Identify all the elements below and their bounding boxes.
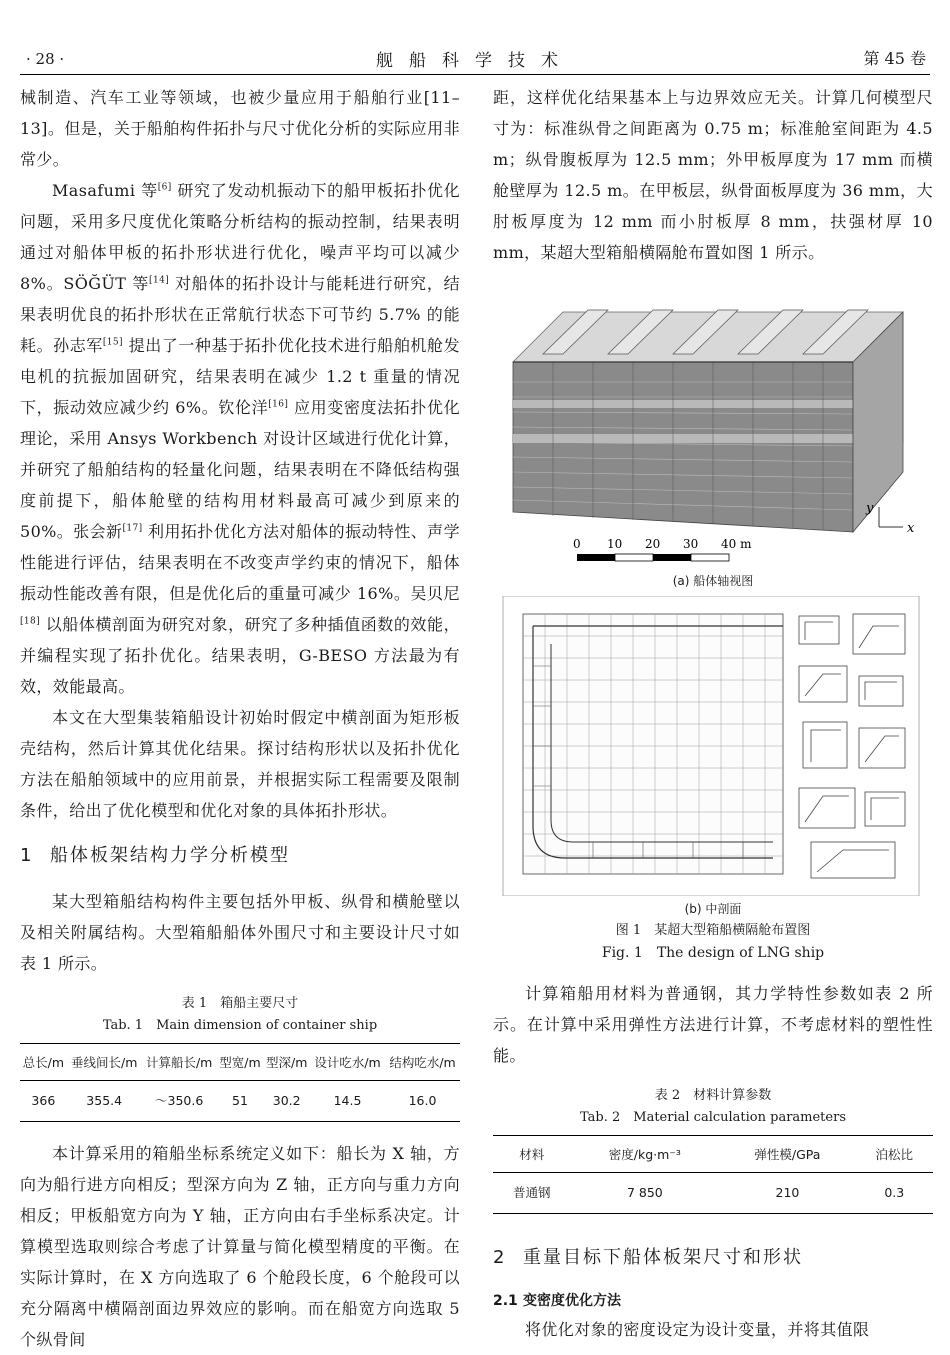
- table-cell: 355.4: [67, 1081, 142, 1122]
- svg-text:0: 0: [573, 537, 581, 551]
- paragraph-coordinate-system: 本计算采用的箱船坐标系统定义如下：船长为 X 轴，方向为船行进方向相反；型深方向为 Z 轴，正方向与重力方向相反；甲板船宽方向为 Y 轴，正方向由右手坐标系决定。计算模型选取则综合考虑了计算量与简化模型精度的平衡。在实际计算时，在 X 方向选取了 6 个舱段长度，6 个舱段可以充分隔离中横隔剖面边界效应的影响。而在船宽方向选取 5 个纵骨间: [20, 1144, 460, 1349]
- left-column: [20, 82, 460, 1355]
- paragraph-material: 计算箱船用材料为普通钢，其力学特性参数如表 2 所示。在计算中采用弹性方法进行计算，不考虑材料的塑性性能。: [493, 984, 933, 1065]
- table-1-caption-en: Tab. 1 Main dimension of container ship: [102, 1018, 378, 1033]
- citation-14: [14]: [149, 275, 170, 286]
- svg-text:20: 20: [645, 537, 661, 551]
- svg-text:10: 10: [607, 537, 623, 551]
- figure-1a: [493, 282, 933, 588]
- figure-1-caption-cn: 图 1 某超大型箱船横隔舱布置图: [615, 923, 811, 938]
- citation-16: [16]: [268, 399, 289, 410]
- table-header-cell: 总长/m: [20, 1044, 67, 1081]
- table-cell: 14.5: [310, 1081, 385, 1122]
- citation-18: [18]: [20, 616, 41, 627]
- table-header-row: [20, 1044, 460, 1081]
- table-2-caption-en: Tab. 2 Material calculation parameters: [580, 1110, 846, 1125]
- header-rule: [20, 74, 930, 75]
- table-cell: 51: [217, 1081, 264, 1122]
- page-header: [0, 0, 950, 72]
- paragraph-geometry: 距，这样优化结果基本上与边界效应无关。计算几何模型尺寸为：标准纵骨之间距离为 0.75 m；标准舱室间距为 4.5 m；纵骨腹板厚为 12.5 mm；外甲板厚度为 17 mm 而横舱壁厚为 12.5 m。在甲板层，纵骨面板厚度为 36 mm，大肘板厚度为 12 mm 而小肘板厚 8 mm，扶强材厚 10 mm，某超大型箱船横隔舱布置如图 1 所示。: [493, 88, 933, 262]
- table-row: [20, 1081, 460, 1122]
- paragraph-literature-review: Masafumi 等[6] 研究了发动机振动下的船甲板拓扑优化问题，采用多尺度优化策略分析结构的振动控制，结果表明通过对船体甲板的拓扑形状进行优化，噪声平均可以减少 8%。SÖĞÜT 等[14] 对船体的拓扑设计与能耗进行研究，结果表明优良的拓扑形状在正常航行状态下可节约 5.7% 的能耗。孙志军[15] 提出了一种基于拓扑优化技术进行船舶机舱发电机的抗振加固研究，结果表明在减少 1.2 t 重量的情况下，振动效应减少约 6%。钦伦洋[16] 应用变密度法拓扑优化理论，采用 Ansys Workbench 对设计区域进行优化计算，并研究了船舶结构的轻量化问题，结果表明在不降低结构强度前提下，船体舱壁的结构用材料最高可减少到原来的 50%。张会新[17] 利用拓扑优化方法对船体的振动特性、声学性能进行评估，结果表明在不改变声学约束的情况下，船体振动性能改善有限，但是优化后的重量可减少 16%。吴贝尼[18] 以船体横剖面为研究对象，研究了多种插值函数的效能，并编程实现了拓扑优化。结果表明，G-BESO 方法最为有效，效能最高。: [20, 181, 461, 696]
- table-header-cell: 弹性模/GPa: [719, 1136, 855, 1173]
- table-header-cell: 材料: [493, 1136, 570, 1173]
- table-2-material-parameters: [493, 1135, 933, 1214]
- table-1-caption-cn: 表 1 箱船主要尺寸: [181, 996, 299, 1011]
- table-cell: 30.2: [263, 1081, 310, 1122]
- table-cell: 普通钢: [493, 1173, 570, 1214]
- table-cell: ～350.6: [142, 1081, 217, 1122]
- table-header-row: [493, 1136, 933, 1173]
- citation-6: [6]: [157, 182, 172, 193]
- figure-1b-caption: (b) 中剖面: [684, 902, 742, 916]
- table-1-main-dimensions: [20, 1043, 460, 1122]
- table-cell: 366: [20, 1081, 67, 1122]
- page-number: · 28 ·: [26, 50, 65, 68]
- svg-text:40 m: 40 m: [721, 537, 752, 551]
- paragraph-this-paper: 本文在大型集装箱船设计初始时假定中横剖面为矩形板壳结构，然后计算其优化结果。探讨结构形状以及拓扑优化方法在船舶领域中的应用前景，并根据实际工程需要及限制条件，给出了优化模型和优化对象的具体拓扑形状。: [20, 708, 460, 820]
- svg-text:30: 30: [683, 537, 699, 551]
- table-header-cell: 密度/kg·m⁻³: [570, 1136, 719, 1173]
- right-column: [493, 82, 933, 1345]
- volume-label: 第 45 卷: [863, 49, 926, 68]
- figure-1b: [493, 596, 933, 896]
- table-cell: 0.3: [856, 1173, 933, 1214]
- table-row: [493, 1173, 933, 1214]
- paragraph-structure-members: 某大型箱船结构构件主要包括外甲板、纵骨和横舱壁以及相关附属结构。大型箱船船体外围尺寸和主要设计尺寸如表 1 所示。: [20, 892, 460, 973]
- table-cell: 210: [719, 1173, 855, 1214]
- section-1-heading: 1 船体板架结构力学分析模型: [20, 845, 290, 866]
- citation-17: [17]: [122, 523, 143, 534]
- citation-15: [15]: [102, 337, 123, 348]
- paragraph-variable-density: 将优化对象的密度设定为设计变量，并将其值限: [525, 1320, 870, 1339]
- table-header-cell: 型宽/m: [217, 1044, 264, 1081]
- table-header-cell: 计算船长/m: [142, 1044, 217, 1081]
- table-cell: 16.0: [385, 1081, 460, 1122]
- table-header-cell: 型深/m: [263, 1044, 310, 1081]
- axis-label-y: y: [866, 501, 874, 516]
- subsection-2-1-heading: 2.1 变密度优化方法: [493, 1293, 621, 1309]
- midship-section-drawing: [493, 596, 921, 896]
- table-header-cell: 泊松比: [856, 1136, 933, 1173]
- figure-1a-caption: (a) 船体轴视图: [672, 574, 754, 588]
- axis-label-x: x: [907, 521, 915, 536]
- table-header-cell: 设计吃水/m: [310, 1044, 385, 1081]
- paragraph-intro-end: 械制造、汽车工业等领域，也被少量应用于船舶行业[11–13]。但是，关于船舶构件拓扑与尺寸优化分析的实际应用非常少。: [20, 88, 460, 169]
- journal-title: 舰船科学技术: [376, 51, 574, 71]
- table-header-cell: 垂线间长/m: [67, 1044, 142, 1081]
- table-2-caption-cn: 表 2 材料计算参数: [654, 1088, 772, 1103]
- table-header-cell: 结构吃水/m: [385, 1044, 460, 1081]
- figure-1-caption-en: Fig. 1 The design of LNG ship: [601, 945, 825, 961]
- hull-axonometric-view: [493, 282, 933, 588]
- section-2-heading: 2 重量目标下船体板架尺寸和形状: [493, 1247, 803, 1268]
- table-cell: 7 850: [570, 1173, 719, 1214]
